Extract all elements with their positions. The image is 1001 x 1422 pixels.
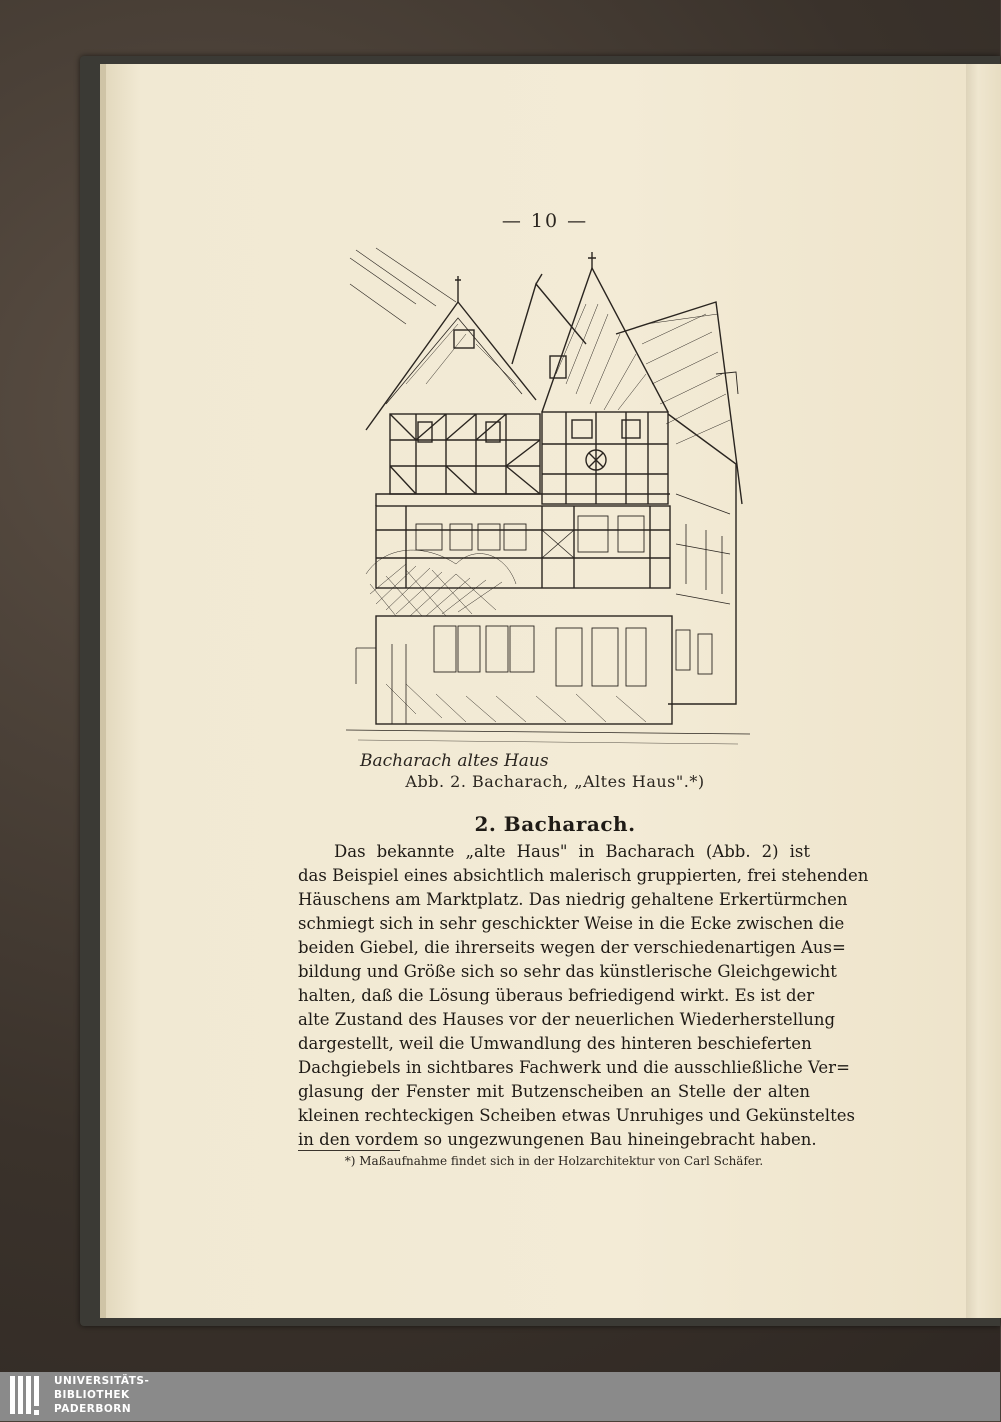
- logo-line: BIBLIOTHEK: [54, 1389, 130, 1401]
- logo-line: UNIVERSITÄTS-: [54, 1375, 150, 1387]
- body-line: schmiegt sich in sehr geschickter Weise in die Ecke zwischen die: [298, 914, 845, 933]
- body-line: dargestellt, weil die Umwandlung des hinteren beschieferten: [298, 1034, 812, 1053]
- body-line: Häuschens am Marktplatz. Das niedrig gehaltene Erkertürmchen: [298, 890, 848, 909]
- body-line: Dachgiebels in sichtbares Fachwerk und die ausschließliche Ver=: [298, 1058, 850, 1077]
- next-page-edge: [962, 64, 1001, 1318]
- footnote-divider: [298, 1150, 400, 1151]
- body-line: kleinen rechteckigen Scheiben etwas Unruhiges und Gekünsteltes: [298, 1106, 855, 1125]
- body-line: Das bekannte „alte Haus" in Bacharach (Abb. 2) ist: [334, 842, 810, 861]
- figure-caption: Abb. 2. Bacharach, „Altes Haus".*): [405, 772, 705, 791]
- body-line: halten, daß die Lösung überaus befriedigend wirkt. Es ist der: [298, 986, 815, 1005]
- body-line: bildung und Größe sich so sehr das künstlerische Gleichgewicht: [298, 962, 837, 981]
- body-paragraph: [298, 840, 869, 1152]
- page-number: — 10 —: [501, 210, 589, 232]
- body-line: in den vordem so ungezwungenen Bau hineingebracht haben.: [298, 1130, 817, 1149]
- logo-line: PADERBORN: [54, 1403, 132, 1415]
- body-line: beiden Giebel, die ihrerseits wegen der verschiedenartigen Aus=: [298, 938, 846, 957]
- library-logo-text: [54, 1374, 194, 1416]
- body-line: glasung der Fenster mit Butzenscheiben an Stelle der alten: [298, 1082, 810, 1101]
- house-illustration: [346, 244, 750, 774]
- body-line: alte Zustand des Hauses vor der neuerlichen Wiederherstellung: [298, 1010, 836, 1029]
- body-line: das Beispiel eines absichtlich malerisch gruppierten, frei stehenden: [298, 866, 869, 885]
- figure-handwritten-label: Bacharach altes Haus: [360, 751, 549, 771]
- library-logo-icon: [8, 1374, 46, 1418]
- footnote: *) Maßaufnahme findet sich in der Holzarchitektur von Carl Schäfer.: [344, 1154, 764, 1168]
- section-heading: 2. Bacharach.: [474, 812, 636, 836]
